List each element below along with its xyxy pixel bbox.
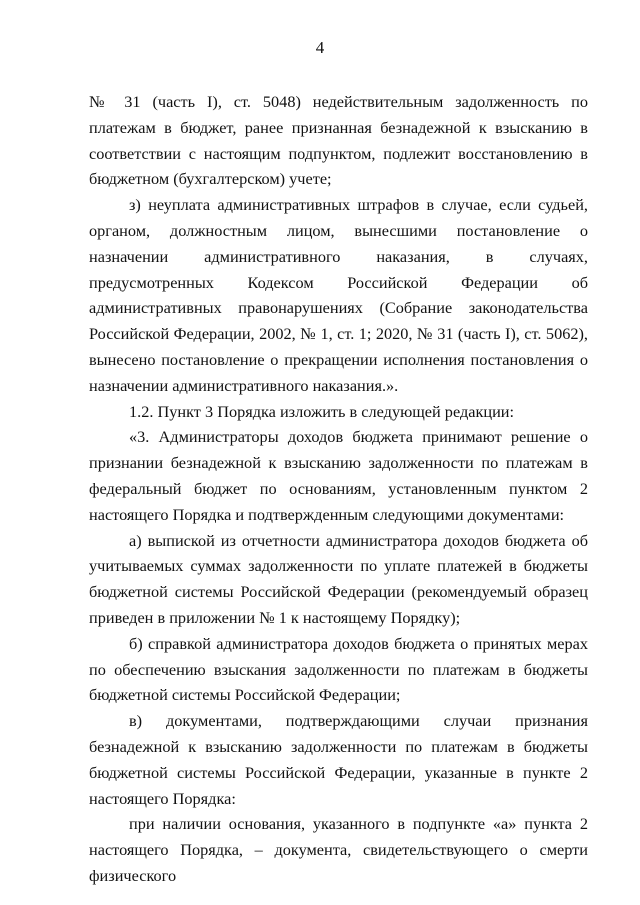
document-body: [89, 89, 588, 889]
paragraph-4: «3. Администраторы доходов бюджета принимают решение о признании безнадежной к взысканию задолженности по платежам в федеральный бюджет по основаниям, установленным пунктом 2 настоящего Порядка и подтвержденным следующими документами:: [89, 427, 588, 524]
paragraph-7: в) документами, подтверждающими случаи признания безнадежной к взысканию задолженности по платежам в бюджеты бюджетной системы Российской Федерации, указанные в пункте 2 настоящего Порядка:: [89, 711, 588, 808]
paragraph-2: з) неуплата административных штрафов в случае, если судьей, органом, должностным лицом, вынесшими постановление о назначении административного наказания, в случаях, предусмотренных Кодексом Российской Федерации об административных правонарушениях (Собрание законодательства Российской Федерации, 2002, № 1, ст. 1; 2020, № 31 (часть I), ст. 5062), вынесено постановление о прекращении исполнения постановления о назначении административного наказания.».: [89, 195, 588, 395]
paragraph-1: № 31 (часть I), ст. 5048) недействительным задолженность по платежам в бюджет, ранее признанная безнадежной к взысканию в соответствии с настоящим подпунктом, подлежит восстановлению в бюджетном (бухгалтерском) учете;: [89, 92, 588, 189]
paragraph-5: а) выпиской из отчетности администратора доходов бюджета об учитываемых суммах задолженности по уплате платежей в бюджеты бюджетной системы Российской Федерации (рекомендуемый образец приведен в приложении № 1 к настоящему Порядку);: [89, 530, 588, 627]
paragraph-6: б) справкой администратора доходов бюджета о принятых мерах по обеспечению взыскания задолженности по платежам в бюджеты бюджетной системы Российской Федерации;: [89, 633, 588, 705]
page-number: 4: [315, 38, 325, 57]
paragraph-8: при наличии основания, указанного в подпункте «а» пункта 2 настоящего Порядка, – документа, свидетельствующего о смерти физического: [89, 814, 588, 885]
paragraph-3: 1.2. Пункт 3 Порядка изложить в следующей редакции:: [129, 401, 515, 421]
